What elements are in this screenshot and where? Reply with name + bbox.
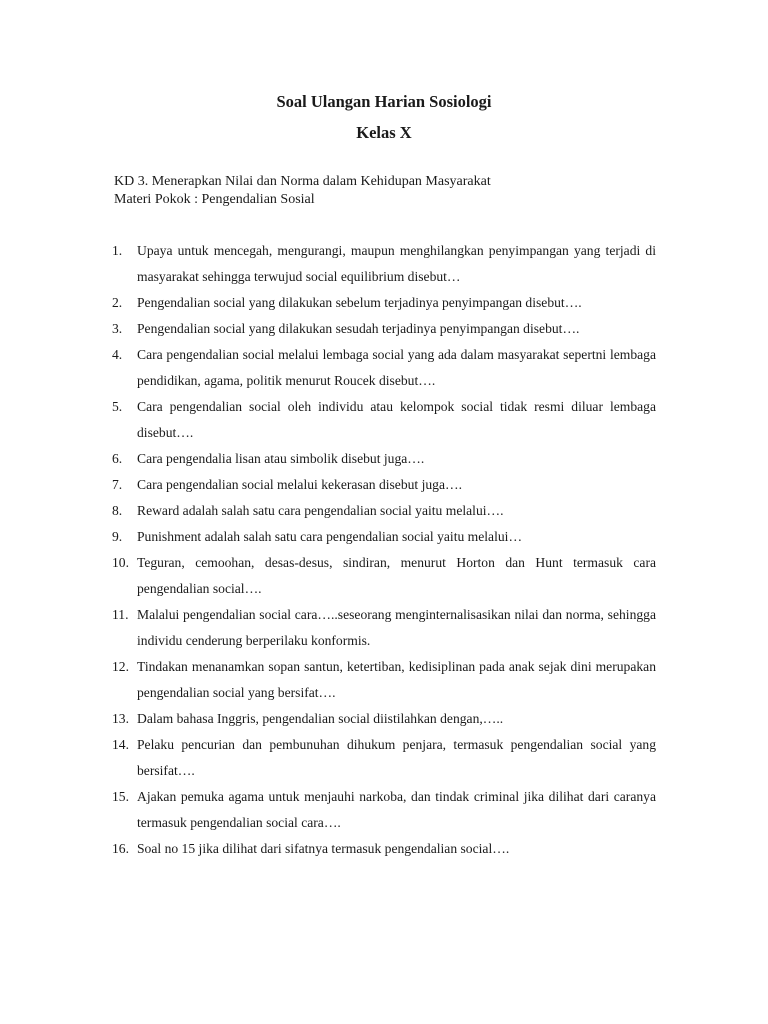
document-meta	[114, 173, 491, 209]
question-item	[112, 394, 656, 446]
question-number: 11.	[112, 607, 129, 622]
question-item	[112, 238, 656, 290]
question-number: 1.	[112, 243, 123, 258]
question-text: Cara pengendalian social oleh individu atau kelompok social tidak resmi diluar lembaga disebut….	[137, 399, 656, 440]
question-text: Upaya untuk mencegah, mengurangi, maupun menghilangkan penyimpangan yang terjadi di masyarakat sehingga terwujud social equilibrium disebut…	[137, 243, 656, 284]
materi-line: Materi Pokok : Pengendalian Sosial	[114, 192, 315, 207]
question-text: Cara pengendalia lisan atau simbolik disebut juga….	[137, 451, 425, 466]
page-subtitle: Kelas X	[356, 123, 412, 142]
question-item	[112, 316, 656, 342]
question-item	[112, 836, 656, 862]
question-item	[112, 342, 656, 394]
question-number: 12.	[112, 659, 129, 674]
question-text: Punishment adalah salah satu cara pengendalian social yaitu melalui…	[137, 529, 523, 544]
question-item	[112, 524, 656, 550]
question-number: 3.	[112, 321, 123, 336]
question-number: 15.	[112, 789, 129, 804]
question-text: Pengendalian social yang dilakukan sesudah terjadinya penyimpangan disebut….	[137, 321, 580, 336]
question-text: Pengendalian social yang dilakukan sebelum terjadinya penyimpangan disebut….	[137, 295, 582, 310]
question-item	[112, 446, 656, 472]
kd-line: KD 3. Menerapkan Nilai dan Norma dalam Kehidupan Masyarakat	[114, 174, 491, 189]
question-item	[112, 472, 656, 498]
question-number: 16.	[112, 841, 129, 856]
question-list	[112, 238, 656, 862]
question-item	[112, 290, 656, 316]
question-text: Reward adalah salah satu cara pengendalian social yaitu melalui….	[137, 503, 504, 518]
question-item	[112, 654, 656, 706]
question-item	[112, 706, 656, 732]
question-number: 2.	[112, 295, 123, 310]
question-item	[112, 602, 656, 654]
page-title: Soal Ulangan Harian Sosiologi	[276, 92, 492, 111]
question-text: Ajakan pemuka agama untuk menjauhi narkoba, dan tindak criminal jika dilihat dari caranya termasuk pengendalian social cara….	[137, 789, 656, 830]
question-text: Tindakan menanamkan sopan santun, ketertiban, kedisiplinan pada anak sejak dini merupakan pengendalian social yang bersifat….	[137, 659, 656, 700]
question-number: 8.	[112, 503, 123, 518]
question-number: 14.	[112, 737, 129, 752]
question-number: 10.	[112, 555, 129, 570]
question-number: 9.	[112, 529, 123, 544]
question-number: 5.	[112, 399, 123, 414]
question-number: 4.	[112, 347, 123, 362]
question-item	[112, 784, 656, 836]
question-item	[112, 498, 656, 524]
question-text: Cara pengendalian social melalui lembaga social yang ada dalam masyarakat sepertni lembaga pendidikan, agama, politik menurut Roucek disebut….	[137, 347, 656, 388]
question-number: 13.	[112, 711, 129, 726]
question-number: 7.	[112, 477, 123, 492]
question-item	[112, 550, 656, 602]
question-number: 6.	[112, 451, 123, 466]
question-text: Dalam bahasa Inggris, pengendalian social diistilahkan dengan,…..	[137, 711, 504, 726]
question-text: Soal no 15 jika dilihat dari sifatnya termasuk pengendalian social….	[137, 841, 510, 856]
question-text: Teguran, cemoohan, desas-desus, sindiran, menurut Horton dan Hunt termasuk cara pengendalian social….	[137, 555, 656, 596]
question-text: Malalui pengendalian social cara…..seseorang menginternalisasikan nilai dan norma, sehingga individu cenderung berperilaku konformis.	[137, 607, 656, 648]
question-item	[112, 732, 656, 784]
question-text: Cara pengendalian social melalui kekerasan disebut juga….	[137, 477, 463, 492]
question-text: Pelaku pencurian dan pembunuhan dihukum penjara, termasuk pengendalian social yang bersifat….	[137, 737, 656, 778]
